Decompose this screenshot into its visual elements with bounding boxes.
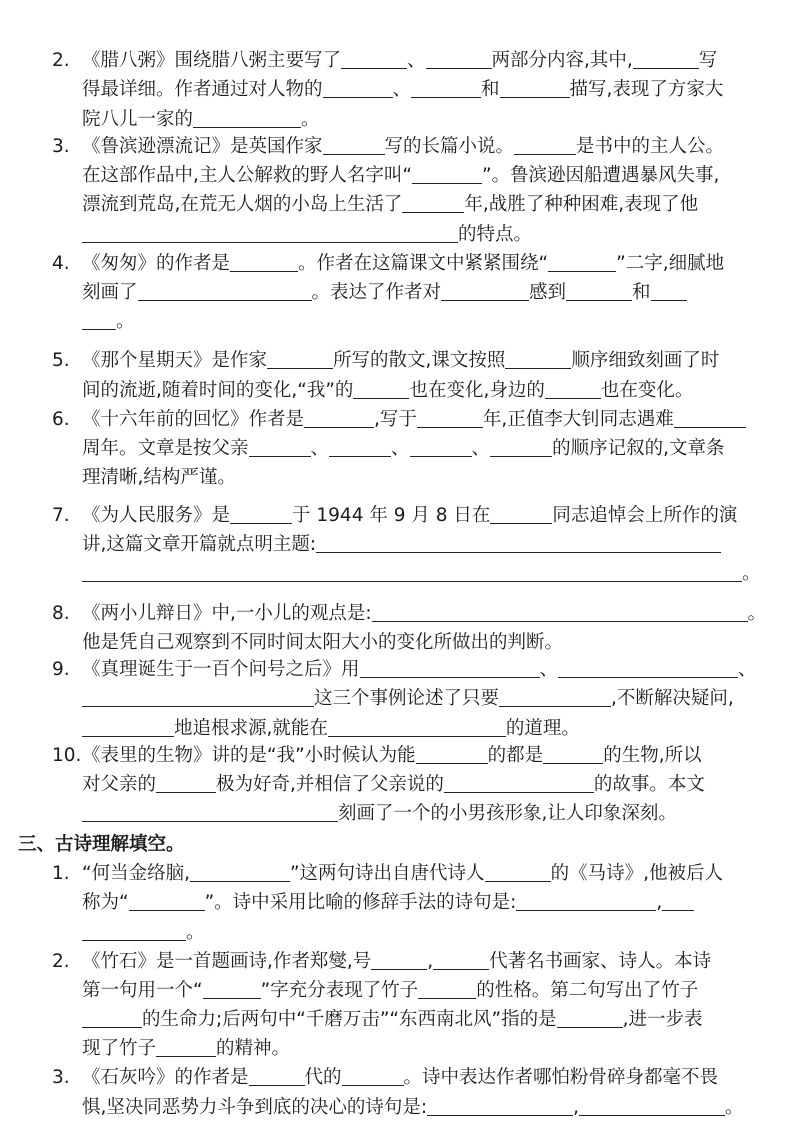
question-text: 写的长篇小说。 bbox=[384, 136, 515, 157]
answer-blank[interactable] bbox=[651, 280, 687, 301]
question-text: 《石灰吟》的作者是 bbox=[82, 1067, 249, 1088]
question-text: 现了竹子 bbox=[82, 1038, 157, 1059]
question-text: 的特点。 bbox=[458, 224, 533, 245]
answer-blank[interactable] bbox=[341, 48, 407, 69]
question-text: 同志追悼会上所作的演 bbox=[552, 505, 738, 526]
question-text: ,写于 bbox=[374, 409, 417, 430]
answer-blank[interactable] bbox=[230, 503, 292, 524]
question-text: 的故事。本文 bbox=[593, 774, 705, 795]
question-text: 代的 bbox=[304, 1067, 342, 1088]
question-text: 刻画了 bbox=[82, 282, 138, 303]
answer-blank[interactable] bbox=[267, 348, 333, 369]
answer-blank[interactable] bbox=[485, 861, 551, 882]
question-10-line-2 bbox=[82, 770, 705, 800]
question-text: ”。鲁滨逊因船遭遇暴风失事, bbox=[481, 165, 720, 186]
answer-blank[interactable] bbox=[433, 949, 489, 970]
answer-blank[interactable] bbox=[444, 772, 594, 793]
question-number: 2. bbox=[52, 951, 70, 972]
question-number: 10. bbox=[52, 745, 82, 766]
answer-blank[interactable] bbox=[203, 978, 261, 999]
answer-blank[interactable] bbox=[323, 134, 385, 155]
answer-blank[interactable] bbox=[490, 503, 552, 524]
answer-blank[interactable] bbox=[156, 772, 216, 793]
question-number: 3. bbox=[52, 136, 70, 157]
answer-blank[interactable] bbox=[156, 1036, 216, 1057]
answer-blank[interactable] bbox=[558, 657, 738, 678]
question-4-line-2 bbox=[82, 278, 687, 308]
question-text: 。 bbox=[725, 1097, 744, 1118]
question-text: 所写的散文,课文按照 bbox=[333, 350, 506, 371]
answer-blank[interactable] bbox=[441, 280, 529, 301]
question-3-line-3 bbox=[82, 190, 698, 220]
question-text: 对父亲的 bbox=[82, 774, 157, 795]
answer-blank[interactable] bbox=[416, 743, 488, 764]
question-text: 年,正值李大钊同志遇难 bbox=[482, 409, 674, 430]
question-number: 1. bbox=[52, 863, 70, 884]
answer-blank[interactable] bbox=[412, 163, 482, 184]
section-title: 三、古诗理解填空。 bbox=[18, 834, 185, 855]
question-text: , bbox=[656, 892, 663, 913]
question-text: 的生物,所以 bbox=[603, 745, 702, 766]
answer-blank[interactable] bbox=[633, 48, 699, 69]
question-text: ”这两句诗出自唐代诗人 bbox=[289, 863, 485, 884]
answer-blank[interactable] bbox=[353, 378, 409, 399]
question-text: 讲,这篇文章开篇就点明主题: bbox=[82, 534, 317, 555]
answer-blank[interactable] bbox=[372, 601, 748, 622]
question-text: 《腊八粥》围绕腊八粥主要写了 bbox=[82, 50, 342, 71]
answer-blank[interactable] bbox=[500, 77, 570, 98]
question-text: 的道理。 bbox=[505, 718, 580, 739]
answer-blank[interactable] bbox=[360, 657, 540, 678]
question-text: 、 bbox=[407, 50, 426, 71]
question-text: 称为“ bbox=[82, 892, 129, 913]
question-6-line-3 bbox=[82, 463, 236, 493]
question-6-line-1 bbox=[52, 405, 746, 435]
question-text: 描写,表现了方家大 bbox=[569, 79, 724, 100]
answer-blank[interactable] bbox=[579, 1095, 725, 1116]
question-number: 7. bbox=[52, 505, 70, 526]
question-text: 院八儿一家的 bbox=[82, 109, 194, 130]
question-text: 也在变化。 bbox=[600, 380, 694, 401]
question-text: 、 bbox=[738, 659, 757, 680]
answer-blank[interactable] bbox=[543, 743, 603, 764]
poem-question-2-line-1 bbox=[52, 947, 711, 977]
answer-blank[interactable] bbox=[427, 1095, 573, 1116]
question-3-line-2 bbox=[82, 161, 719, 191]
question-text: 他是凭自己观察到不同时间太阳大小的变化所做出的判断。 bbox=[82, 632, 564, 653]
question-text: 《真理诞生于一百个问号之后》用 bbox=[82, 659, 360, 680]
question-10-line-3 bbox=[82, 799, 677, 829]
answer-blank[interactable] bbox=[82, 561, 742, 582]
question-text: ”字充分表现了竹子 bbox=[260, 980, 419, 1001]
answer-blank[interactable] bbox=[371, 949, 427, 970]
answer-blank[interactable] bbox=[402, 192, 464, 213]
answer-blank[interactable] bbox=[230, 251, 298, 272]
question-text: 在这部作品中,主人公解救的野人名字叫“ bbox=[82, 165, 412, 186]
answer-blank[interactable] bbox=[426, 48, 492, 69]
question-7-line-3 bbox=[82, 559, 761, 589]
question-number: 8. bbox=[52, 603, 70, 624]
question-7-line-2 bbox=[82, 530, 721, 560]
answer-blank[interactable] bbox=[249, 436, 311, 457]
answer-blank[interactable] bbox=[342, 1065, 404, 1086]
answer-blank[interactable] bbox=[82, 1007, 142, 1028]
answer-blank[interactable] bbox=[545, 378, 601, 399]
question-9-line-1 bbox=[52, 655, 757, 685]
question-number: 5. bbox=[52, 350, 70, 371]
question-7-line-1 bbox=[52, 501, 737, 531]
question-text: 理清晰,结构严谨。 bbox=[82, 467, 236, 488]
poem-question-1-line-2 bbox=[82, 888, 694, 918]
answer-blank[interactable] bbox=[129, 890, 205, 911]
question-text: 间的流逝,随着时间的变化,“我”的 bbox=[82, 380, 354, 401]
question-text: 《表里的生物》讲的是“我”小时候认为能 bbox=[82, 745, 416, 766]
question-text: 。诗中表达作者哪怕粉骨碎身都毫不畏 bbox=[403, 1067, 719, 1088]
question-text: 的小男孩形象,让人印象深刻。 bbox=[430, 803, 677, 824]
question-text: 《那个星期天》是作家 bbox=[82, 350, 268, 371]
question-5-line-1 bbox=[52, 346, 719, 376]
poem-question-3-line-1 bbox=[52, 1063, 718, 1093]
question-text: 代著名书画家、诗人。本诗 bbox=[489, 951, 712, 972]
question-6-line-2 bbox=[82, 434, 724, 464]
answer-blank[interactable] bbox=[499, 686, 611, 707]
answer-blank[interactable] bbox=[418, 978, 476, 999]
question-4-line-3 bbox=[82, 307, 135, 337]
question-text: 。作者在这篇课文中紧紧围绕“ bbox=[298, 253, 549, 274]
question-text: 。 bbox=[747, 603, 767, 624]
question-text: 、 bbox=[539, 659, 559, 680]
question-text: 的生命力;后两句中“千磨万击”“东西南北风”指的是 bbox=[142, 1009, 557, 1030]
question-text: 的顺序记叙的,文章条 bbox=[552, 438, 725, 459]
answer-blank[interactable] bbox=[410, 436, 472, 457]
poem-question-2-line-2 bbox=[82, 976, 698, 1006]
answer-blank[interactable] bbox=[514, 134, 576, 155]
question-text: 于 1944 年 9 月 8 日在 bbox=[292, 505, 491, 526]
poem-question-1-line-1 bbox=[52, 859, 723, 889]
question-text: 漂流到荒岛,在荒无人烟的小岛上生活了 bbox=[82, 194, 403, 215]
question-4-line-1 bbox=[52, 249, 724, 279]
question-3-line-1 bbox=[52, 132, 724, 162]
question-text: 的精神。 bbox=[216, 1038, 291, 1059]
answer-blank[interactable] bbox=[490, 436, 552, 457]
question-text: 和 bbox=[481, 79, 500, 100]
question-8-line-2 bbox=[82, 628, 563, 658]
answer-blank[interactable] bbox=[82, 716, 174, 737]
question-text: ,进一步表 bbox=[622, 1009, 703, 1030]
question-text: 《两小儿辩日》中,一小儿的观点是: bbox=[82, 603, 372, 624]
question-text: ”。诗中采用比喻的修辞手法的诗句是: bbox=[204, 892, 517, 913]
question-text: 《鲁滨逊漂流记》是英国作家 bbox=[82, 136, 323, 157]
answer-blank[interactable] bbox=[82, 920, 186, 941]
question-text: 的性格。第二句写出了竹子 bbox=[476, 980, 699, 1001]
poem-question-2-line-3 bbox=[82, 1005, 702, 1035]
question-text: 。 bbox=[742, 563, 761, 584]
question-number: 6. bbox=[52, 409, 70, 430]
question-text: 是书中的主人公。 bbox=[576, 136, 725, 157]
question-2-line-2 bbox=[82, 75, 723, 105]
question-text: , bbox=[573, 1097, 580, 1118]
question-text: 得最详细。作者通过对人物的 bbox=[82, 79, 323, 100]
question-text: 。表达了作者对 bbox=[311, 282, 442, 303]
question-number: 9. bbox=[52, 659, 70, 680]
answer-blank[interactable] bbox=[190, 861, 290, 882]
answer-blank[interactable] bbox=[82, 222, 458, 243]
question-text: , bbox=[427, 951, 434, 972]
question-text: 周年。文章是按父亲 bbox=[82, 438, 249, 459]
question-2-line-3 bbox=[82, 105, 320, 135]
question-text: 、 bbox=[471, 438, 491, 459]
question-text: 和 bbox=[632, 282, 651, 303]
answer-blank[interactable] bbox=[138, 280, 312, 301]
question-text: 的都是 bbox=[487, 745, 544, 766]
question-text: 《匆匆》的作者是 bbox=[82, 253, 231, 274]
question-8-line-1 bbox=[52, 599, 766, 629]
answer-blank[interactable] bbox=[566, 280, 632, 301]
question-text: 、 bbox=[310, 438, 330, 459]
poem-question-1-line-3 bbox=[82, 918, 205, 948]
question-9-line-2 bbox=[82, 684, 734, 714]
question-text: 的《马诗》,他被后人 bbox=[550, 863, 723, 884]
answer-blank[interactable] bbox=[557, 1007, 623, 1028]
answer-blank[interactable] bbox=[516, 890, 656, 911]
question-text: 两部分内容,其中, bbox=[491, 50, 633, 71]
answer-blank[interactable] bbox=[249, 1065, 305, 1086]
question-text: 地追根求源,就能在 bbox=[174, 718, 328, 739]
question-text: 年,战胜了种种困难,表现了他 bbox=[464, 194, 699, 215]
question-text: 《十六年前的回忆》作者是 bbox=[82, 409, 305, 430]
question-number: 3. bbox=[52, 1067, 70, 1088]
answer-blank[interactable] bbox=[193, 107, 301, 128]
question-text: 写 bbox=[698, 50, 718, 71]
question-text: 刻画了一个 bbox=[338, 803, 431, 824]
answer-blank[interactable] bbox=[323, 77, 393, 98]
question-text: 顺序细致刻画了时 bbox=[571, 350, 720, 371]
question-text: 极为好奇,并相信了父亲说的 bbox=[216, 774, 444, 795]
question-text: 也在变化,身边的 bbox=[409, 380, 545, 401]
question-text: 《竹石》是一首题画诗,作者郑燮,号 bbox=[82, 951, 372, 972]
question-text: 《为人民服务》是 bbox=[82, 505, 231, 526]
question-5-line-2 bbox=[82, 376, 693, 406]
question-number: 2. bbox=[52, 50, 70, 71]
question-text: 第一句用一个“ bbox=[82, 980, 203, 1001]
answer-blank[interactable] bbox=[411, 77, 481, 98]
poem-question-2-line-4 bbox=[82, 1034, 290, 1064]
question-text: 。 bbox=[301, 109, 320, 130]
question-text: 这三个事例论述了只要 bbox=[314, 688, 500, 709]
question-number: 4. bbox=[52, 253, 70, 274]
question-2-line-1 bbox=[52, 46, 717, 76]
question-text: 感到 bbox=[529, 282, 567, 303]
question-text: 、 bbox=[392, 79, 412, 100]
question-10-line-1 bbox=[52, 741, 702, 771]
answer-blank[interactable] bbox=[329, 436, 391, 457]
answer-blank[interactable] bbox=[304, 407, 374, 428]
question-text: “何当金络脑, bbox=[82, 863, 190, 884]
answer-blank[interactable] bbox=[505, 348, 571, 369]
question-text: ,不断解决疑问, bbox=[611, 688, 734, 709]
question-text: 。 bbox=[186, 922, 205, 943]
question-9-line-3 bbox=[82, 714, 580, 744]
answer-blank[interactable] bbox=[662, 890, 694, 911]
question-text: 、 bbox=[391, 438, 410, 459]
answer-blank[interactable] bbox=[548, 251, 616, 272]
question-text: 。 bbox=[116, 311, 135, 332]
question-text: ”二字,细腻地 bbox=[616, 253, 725, 274]
question-3-line-4 bbox=[82, 220, 532, 250]
answer-blank[interactable] bbox=[316, 532, 721, 553]
answer-blank[interactable] bbox=[417, 407, 483, 428]
answer-blank[interactable] bbox=[82, 686, 314, 707]
answer-blank[interactable] bbox=[82, 801, 338, 822]
poem-question-3-line-2 bbox=[82, 1093, 744, 1123]
question-text: 惧,坚决同恶势力斗争到底的决心的诗句是: bbox=[82, 1097, 428, 1118]
answer-blank[interactable] bbox=[82, 309, 116, 330]
answer-blank[interactable] bbox=[328, 716, 506, 737]
answer-blank[interactable] bbox=[674, 407, 746, 428]
